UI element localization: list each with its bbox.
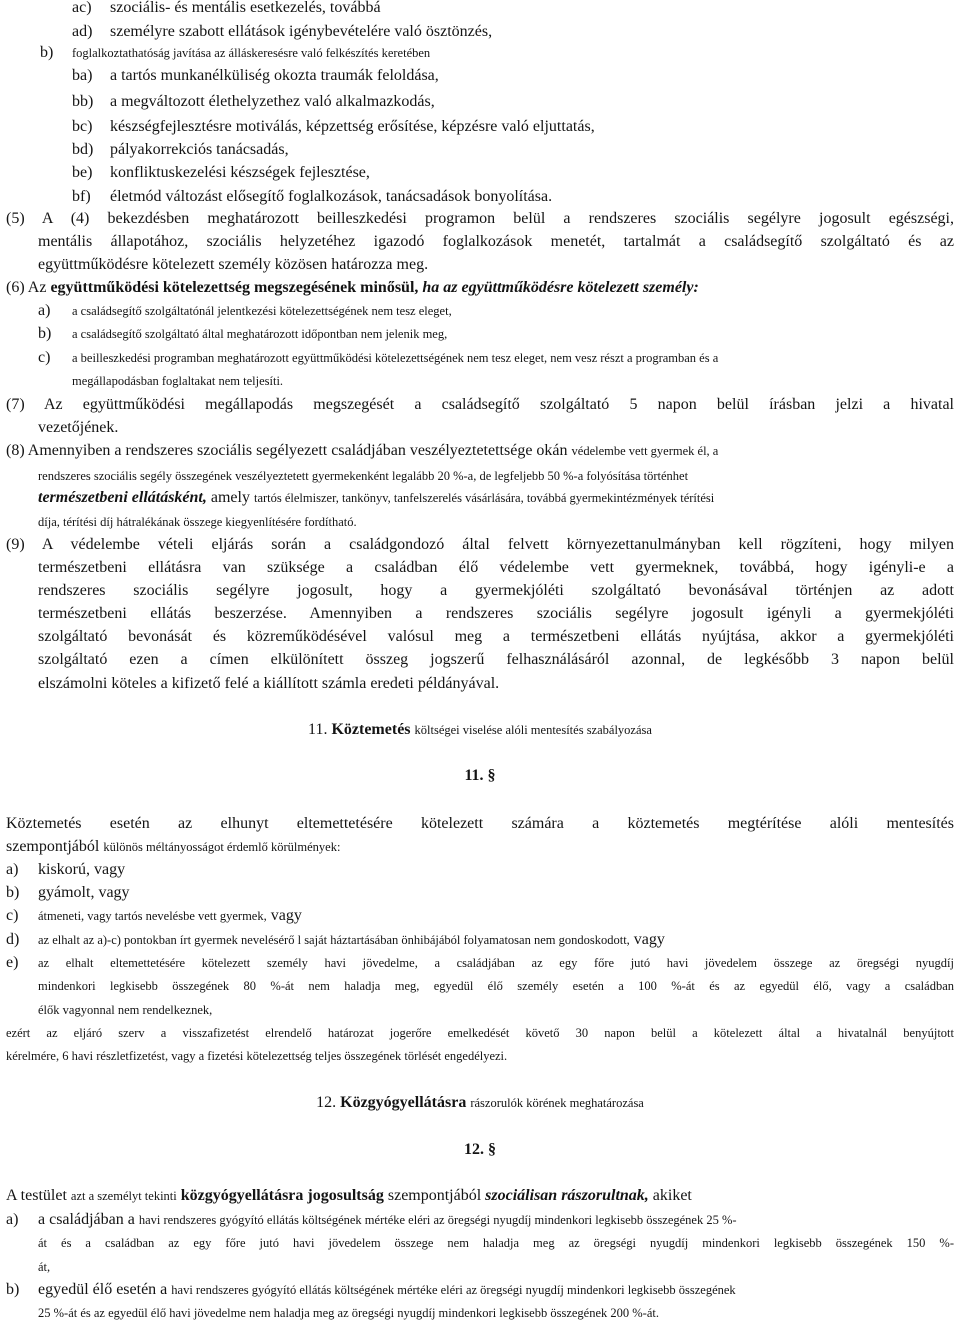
item-text: személyre szabott ellátások igénybevételére való ösztönzés, <box>110 23 493 40</box>
item-text: életmód változást elősegítő foglalkozások, tanácsadások bonyolítása. <box>110 188 553 205</box>
paragraph-line: természetbeni ellátásra van szüksége a családban élő védelembe vett gyermeknek, továbbá, hogy igényli-e a <box>38 559 954 576</box>
item-text: foglalkoztathatóság javítása az álláskeresésre való felkészítés keretében <box>72 46 431 60</box>
paragraph-line: rendszeres szociális segély összegének veszélyeztetett gyermekenként legalább 20 %-a, de legfeljebb 50 %-a folyósítása történhet <box>38 469 689 483</box>
paragraph-line: (7) Az együttműködési megállapodás megszegését a családsegítő szolgáltató 5 napon belül írásban jelzi a hivatal <box>6 396 954 413</box>
text-run: tartós élelmiszer, tankönyv, tanfelszerelés vásárlására, továbbá gyermekintézmények térítési <box>253 491 715 505</box>
item-label: b) <box>6 1281 20 1298</box>
heading-rest: költségei viselése alóli mentesítés szabályozása <box>414 723 652 737</box>
text-run: (6) Az <box>6 279 47 296</box>
item-text <box>38 1279 736 1301</box>
heading-number: 11. <box>308 721 328 738</box>
heading-bold: Köztemetés <box>331 721 411 738</box>
paragraph-line: vezetőjének. <box>38 419 119 436</box>
paragraph-line: elszámolni köteles a kifizető felé a kiállított számla eredeti példányával. <box>38 675 500 692</box>
item-label: c) <box>6 907 19 924</box>
item-label: e) <box>6 954 19 971</box>
item-text: az elhalt eltemettetésére kötelezett személy havi jövedelme, a családjában az egy főre jutó havi jövedelem összege az öregségi nyugdíj <box>38 956 954 970</box>
text-run: az elhalt az a)-c) pontokban írt gyermek nevelésérő l saját háztartásában önhibájából folyamatosan nem gondoskodott, <box>38 933 630 947</box>
paragraph-line: szolgáltató bevonását és közreműködésével valósul meg a természetbeni ellátás nyújtása, akkor a gyermekjóléti <box>38 628 954 645</box>
item-text: készségfejlesztésre motiválás, képzettség erősítése, képzésre való eljuttatás, <box>110 118 595 135</box>
item-text: a tartós munkanélküliség okozta traumák feloldása, <box>110 67 439 84</box>
text-run: szempontjából <box>387 1187 482 1204</box>
paragraph-line: együttműködésre kötelezett személy közösen határozza meg. <box>38 256 429 273</box>
item-text: 25 %-át és az egyedül élő havi jövedelme nem haladja meg az öregségi nyugdíj mindenkori legkisebb összegének 200 %-át. <box>38 1306 659 1320</box>
item-text <box>38 929 665 951</box>
text-run: különös méltányosságot érdemlő körülmények: <box>103 840 341 854</box>
item-label: b) <box>6 884 20 901</box>
text-run: átmeneti, vagy tartós nevelésbe vett gyermek, <box>38 909 267 923</box>
text-run: akiket <box>652 1187 692 1204</box>
item-label: bd) <box>72 141 94 158</box>
heading-rest: rászorulók körének meghatározása <box>470 1096 644 1110</box>
item-label: a) <box>38 302 51 319</box>
paragraph-line: mentális állapotához, szociális helyzetéhez igazodó foglalkozások menetét, tartalmát a családsegítő szolgáltató és az <box>38 233 954 250</box>
item-text: a megváltozott élethelyzethez való alkalmazkodás, <box>110 93 435 110</box>
item-text: megállapodásban foglaltakat nem teljesíti. <box>72 374 284 388</box>
section-heading <box>0 1092 960 1114</box>
paragraph-line: szolgáltató ezen a címen elkülönített összeg jogszerű felhasználásáról azonnal, de legkésőbb 3 napon belül <box>38 651 954 668</box>
heading-number: 12. <box>316 1094 337 1111</box>
item-label: b) <box>40 44 54 61</box>
bold-text: együttműködési kötelezettség megszegésének minősül, <box>50 279 419 296</box>
item-text: kiskorú, vagy <box>38 861 126 878</box>
item-text: át, <box>38 1260 51 1274</box>
item-text <box>38 1209 737 1231</box>
paragraph-line <box>6 277 960 299</box>
text-run: havi rendszeres gyógyító ellátás költségének mértéke eléri az öregségi nyugdíj mindenkori legkisebb összegének <box>171 1283 736 1297</box>
paragraph-line: természetbeni ellátás beszerzése. Amennyiben a rendszeres szociális segélyre jogosult igényli a gyermekjóléti <box>38 605 954 622</box>
paragraph-line: Köztemetés esetén az elhunyt eltemettetésére kötelezett számára a köztemetés megtérítése alóli mentesítés <box>6 815 954 832</box>
paragraph-line <box>6 836 960 858</box>
text-run: amely <box>210 489 250 506</box>
item-label: a) <box>6 1211 19 1228</box>
item-text <box>38 905 302 927</box>
item-text: a családsegítő szolgáltatónál jelentkezési kötelezettségének nem tesz eleget, <box>72 304 452 318</box>
paragraph-line: kérelmére, 6 havi részletfizetést, vagy a fizetési kötelezettség teljes összegének törlését engedélyezi. <box>6 1049 508 1063</box>
item-label: d) <box>6 931 20 948</box>
text-run: vagy <box>633 931 665 948</box>
text-run: havi rendszeres gyógyító ellátás költségének mértéke eléri az öregségi nyugdíj mindenkori legkisebb összegének 25 %- <box>138 1213 737 1227</box>
item-text: élők vagyonnal nem rendelkeznek, <box>38 1003 213 1017</box>
text-run: vagy <box>270 907 302 924</box>
item-text: gyámolt, vagy <box>38 884 130 901</box>
item-text: konfliktuskezelési készségek fejlesztése, <box>110 164 370 181</box>
item-label: c) <box>38 349 51 366</box>
item-label: be) <box>72 164 93 181</box>
paragraph-line: (9) A védelembe vételi eljárás során a családgondozó által felvett környezettanulmányban kell rögzíteni, hogy milyen <box>6 536 954 553</box>
text-run: egyedül élő esetén a <box>38 1281 168 1298</box>
item-text: át és a családban az egy főre jutó havi jövedelem összege nem haladja meg az öregségi nyugdíj mindenkori legkisebb összegének 150 %- <box>38 1236 954 1250</box>
paragraph-line: rendszeres szociális segélyre jogosult, hogy a gyermekjóléti szolgáltató bevonásával történjen az adott <box>38 582 954 599</box>
item-label: bb) <box>72 93 94 110</box>
text-run: szempontjából <box>6 838 100 855</box>
paragraph-line: díja, térítési díj hátralékának összege kiegyenlítésére fordítható. <box>38 515 357 529</box>
item-label: ac) <box>72 0 92 16</box>
paragraph-line <box>6 1185 960 1207</box>
section-sign-heading: 12. § <box>464 1141 496 1158</box>
section-sign-heading: 11. § <box>464 767 496 784</box>
text-run: védelembe vett gyermek él, a <box>571 444 719 458</box>
item-text: pályakorrekciós tanácsadás, <box>110 141 289 158</box>
paragraph-line: ezért az eljáró szerv a visszafizetést elrendelő határozat jogerőre emelkedését követő 30 napon belül a kötelezett által a hivatalnál benyújtott <box>6 1026 954 1040</box>
item-label: bc) <box>72 118 93 135</box>
item-text: szociális- és mentális esetkezelés, továbbá <box>110 0 381 16</box>
bold-italic-text: szociálisan rászorultnak, <box>485 1187 649 1204</box>
item-text: a családsegítő szolgáltató által meghatározott időpontban nem jelenik meg, <box>72 327 448 341</box>
item-text: a beilleszkedési programban meghatározott együttműködési kötelezettségének nem tesz eleget, nem vesz részt a programban és a <box>72 351 719 365</box>
heading-bold: Közgyógyellátásra <box>340 1094 467 1111</box>
text-run: A testület <box>6 1187 67 1204</box>
text-run: azt a személyt tekinti <box>70 1189 177 1203</box>
paragraph-line <box>6 440 960 462</box>
text-run: a családjában a <box>38 1211 135 1228</box>
paragraph-line <box>38 487 960 509</box>
bold-italic-text: ha az együttműködésre kötelezett személy: <box>422 279 699 296</box>
paragraph-line: (5) A (4) bekezdésben meghatározott beilleszkedési programon belül a rendszeres szociális segélyre jogosult egészségi, <box>6 210 954 227</box>
bold-text: közgyógyellátásra jogosultság <box>180 1187 384 1204</box>
section-heading <box>0 719 960 741</box>
item-text: mindenkori legkisebb összegének 80 %-át nem haladja meg, egyedül élő személy esetén a 100 %-át és az egyedül élő, vagy a családban <box>38 979 954 993</box>
item-label: a) <box>6 861 19 878</box>
bold-italic-text: természetbeni ellátásként, <box>38 489 207 506</box>
text-run: (8) Amennyiben a rendszeres szociális segélyezett családjában veszélyeztetettsége okán <box>6 442 568 459</box>
item-label: b) <box>38 325 52 342</box>
item-label: ba) <box>72 67 93 84</box>
item-label: bf) <box>72 188 91 205</box>
item-label: ad) <box>72 23 93 40</box>
